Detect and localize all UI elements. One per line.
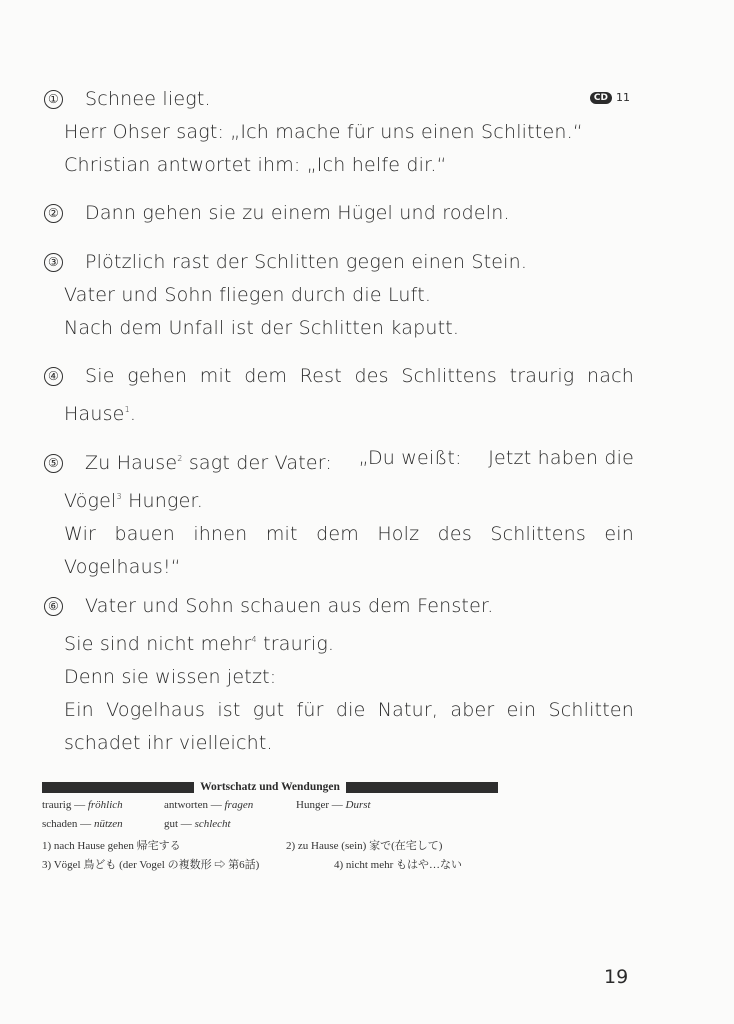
section-3-line-3: Nach dem Unfall ist der Schlitten kaputt. [64,317,460,339]
cd-icon: CD [590,92,612,104]
section-6-line-5: schadet ihr vielleicht. [64,732,273,754]
section-number-3: ③ [44,253,63,272]
section-4 [44,360,634,431]
vocab-row-3: 1) nach Hause gehen 帰宅する 2) zu Hause (sein) 家で(在宅して) [42,840,443,852]
section-6-line-4: Ein Vogelhaus ist gut für die Natur, aber ein Schlitten [64,699,634,721]
section-number-6: ⑥ [44,597,63,616]
vocab-row-1: traurig — fröhlich antworten — fragen Hunger — Durst [42,799,371,811]
section-number-1: ① [44,90,63,109]
section-1-line-3: Christian antwortet ihm: „Ich helfe dir.“ [64,154,447,176]
section-4-line-2: Hause$^1$. [64,403,137,425]
vocab-header [42,780,498,794]
section-4-line-1: ④ Sie gehen mit dem Rest des Schlittens traurig nach [44,360,634,393]
footnote-marker-2: 2 [177,454,183,463]
section-5 [44,442,634,584]
section-6-line-1: ⑥ Vater und Sohn schauen aus dem Fenster. [44,590,634,623]
page-number: 19 [604,966,629,988]
section-2-line-1: ② Dann gehen sie zu einem Hügel und rodeln. [44,197,634,230]
section-6-line-2: Sie sind nicht mehr$^4$ traurig. [64,633,335,655]
section-2 [44,197,634,230]
section-3-line-2: Vater und Sohn fliegen durch die Luft. [64,284,432,306]
section-number-4: ④ [44,367,63,386]
vocab-header-bar-right [346,782,498,793]
section-5-line-1: ⑤ Zu Hause$^2$ sagt der Vater: „Du weißt: Jetzt haben die [44,442,634,480]
section-6 [44,590,634,760]
section-number-5: ⑤ [44,454,63,473]
section-5-line-2: Vögel$^3$ Hunger. [64,490,204,512]
footnote-marker-4: 4 [251,635,257,644]
section-5-line-4: Vogelhaus!“ [64,556,181,578]
section-1 [44,83,634,182]
footnote-marker-1: 1 [124,405,130,414]
vocab-row-4: 3) Vögel 鳥ども (der Vogel の複数形 ⇨ 第6話) 4) nicht mehr もはや…ない [42,859,463,871]
section-5-line-3: Wir bauen ihnen mit dem Holz des Schlittens ein [64,523,634,545]
section-3-line-1: ③ Plötzlich rast der Schlitten gegen einen Stein. [44,246,634,279]
vocab-row-2: schaden — nützen gut — schlecht [42,818,231,830]
section-3 [44,246,634,345]
vocab-header-bar-left [42,782,194,793]
footnote-marker-3: 3 [116,492,122,501]
cd-track-number: 11 [616,91,630,104]
section-1-line-1: ① Schnee liegt. [44,83,634,116]
section-6-line-3: Denn sie wissen jetzt: [64,666,277,688]
section-1-line-2: Herr Ohser sagt: „Ich mache für uns einen Schlitten.“ [64,121,583,143]
section-number-2: ② [44,204,63,223]
vocab-title: Wortschatz und Wendungen [200,781,340,793]
